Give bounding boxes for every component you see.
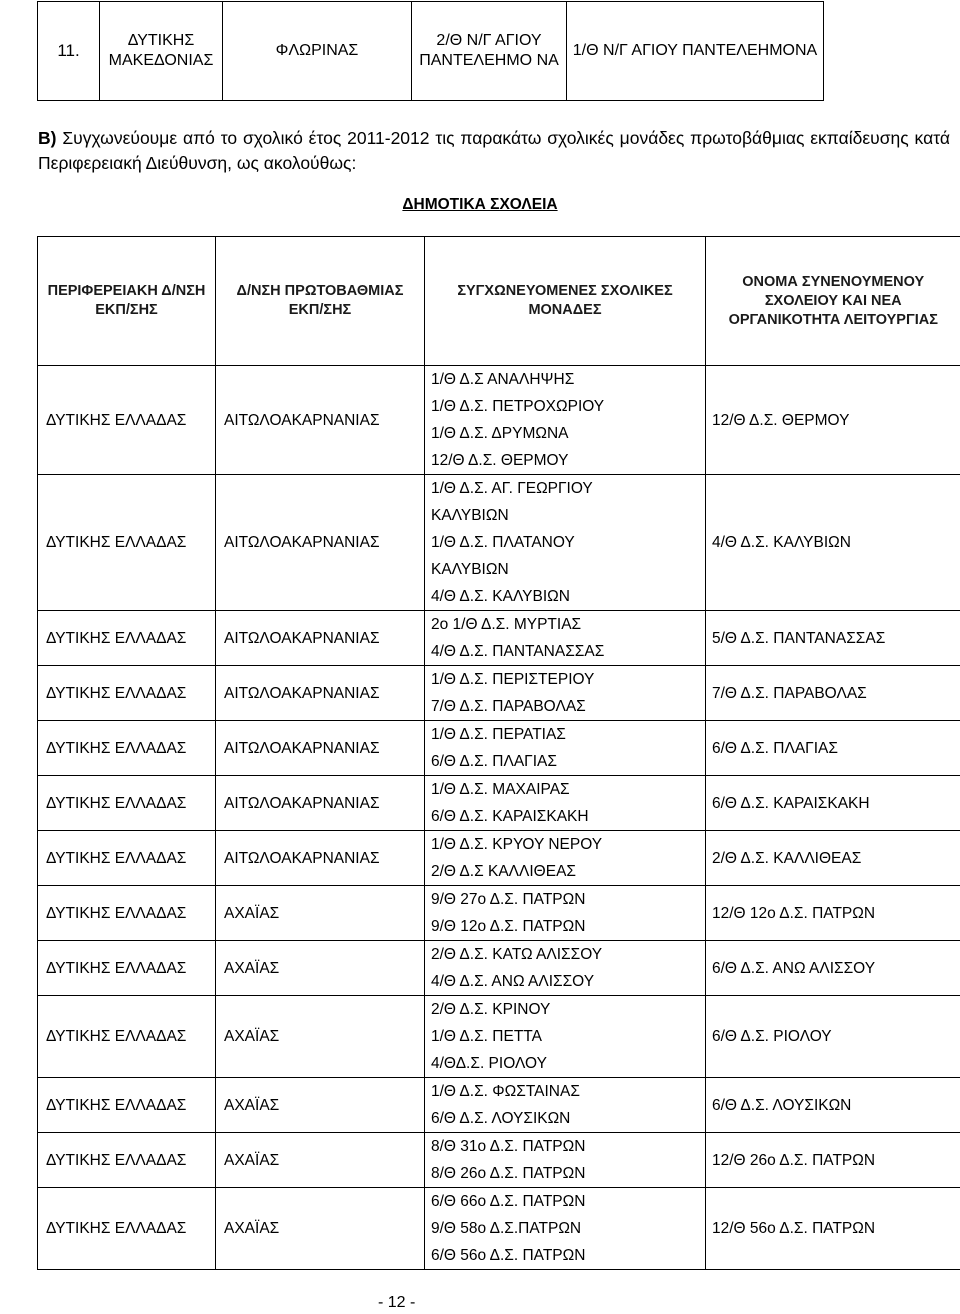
school-name: 6/Θ Δ.Σ. ΠΛΑΓΙΑΣ	[431, 753, 557, 770]
intro-paragraph	[38, 126, 950, 176]
intro-text: Συγχωνεύουμε από το σχολικό έτος 2011-2012 τις παρακάτω σχολικές μονάδες πρωτοβάθμιας εκπαίδευσης κατά Περιφερειακή Διεύθυνση, ως ακολούθως:	[38, 128, 950, 173]
school-name: 2/Θ Δ.Σ ΚΑΛΛΙΘΕΑΣ	[431, 863, 576, 880]
school-name: 1/Θ Δ.Σ. ΠΕΤΤΑ	[431, 1028, 542, 1045]
new-school-cell: 12/Θ 26ο Δ.Σ. ΠΑΤΡΩΝ	[706, 1133, 960, 1188]
new-school-cell: 6/Θ Δ.Σ. ΛΟΥΣΙΚΩΝ	[706, 1078, 960, 1133]
table-row	[38, 1078, 960, 1133]
new-school-cell: 12/Θ 12ο Δ.Σ. ΠΑΤΡΩΝ	[706, 886, 960, 941]
header-region: ΠΕΡΙΦΕΡΕΙΑΚΗ Δ/ΝΣΗ ΕΚΠ/ΣΗΣ	[38, 237, 216, 366]
table-row	[38, 831, 960, 886]
region-cell: ΔΥΤΙΚΗΣ ΕΛΛΑΔΑΣ	[38, 721, 216, 776]
merging-schools-cell	[425, 1078, 706, 1133]
region-cell: ΔΥΤΙΚΗΣ ΕΛΛΑΔΑΣ	[38, 996, 216, 1078]
region-cell: ΔΥΤΙΚΗΣ ΕΛΛΑΔΑΣ	[38, 666, 216, 721]
page-number: - 12 -	[378, 1294, 416, 1311]
school-name: 1/Θ Δ.Σ. ΠΕΡΑΤΙΑΣ	[431, 726, 566, 743]
merging-schools-cell	[425, 475, 706, 611]
department-cell: ΑΙΤΩΛΟΑΚΑΡΝΑΝΙΑΣ	[216, 611, 425, 666]
region-cell: ΔΥΤΙΚΗΣ ΕΛΛΑΔΑΣ	[38, 831, 216, 886]
school-name: 2ο 1/Θ Δ.Σ. ΜΥΡΤΙΑΣ	[431, 616, 582, 633]
school-name: 4/Θ Δ.Σ. ΠΑΝΤΑΝΑΣΣΑΣ	[431, 643, 605, 660]
school-name: 6/Θ 66ο Δ.Σ. ΠΑΤΡΩΝ	[431, 1193, 586, 1210]
school-name: 6/Θ Δ.Σ. ΛΟΥΣΙΚΩΝ	[431, 1110, 571, 1127]
school-name: 1/Θ Δ.Σ. ΑΓ. ΓΕΩΡΓΙΟΥ	[431, 480, 593, 497]
school-name: 1/Θ Δ.Σ. ΜΑΧΑΙΡΑΣ	[431, 781, 570, 798]
region-cell: ΔΥΤΙΚΗΣ ΜΑΚΕΔΟΝΙΑΣ	[100, 2, 223, 101]
department-cell: ΑΙΤΩΛΟΑΚΑΡΝΑΝΙΑΣ	[216, 475, 425, 611]
merging-schools-cell	[425, 1133, 706, 1188]
region-cell: ΔΥΤΙΚΗΣ ΕΛΛΑΔΑΣ	[38, 1133, 216, 1188]
school-name: 12/Θ Δ.Σ. ΘΕΡΜΟΥ	[431, 452, 569, 469]
department-cell: ΑΙΤΩΛΟΑΚΑΡΝΑΝΙΑΣ	[216, 666, 425, 721]
merging-schools-cell: 2/Θ Ν/Γ ΑΓΙΟΥ ΠΑΝΤΕΛΕΗΜΟ ΝΑ	[412, 2, 567, 101]
school-name: 6/Θ 56ο Δ.Σ. ΠΑΤΡΩΝ	[431, 1247, 586, 1264]
school-name: 1/Θ Δ.Σ. ΦΩΣΤΑΙΝΑΣ	[431, 1083, 580, 1100]
school-name: 1/Θ Δ.Σ. ΚΡΥΟΥ ΝΕΡΟΥ	[431, 836, 603, 853]
school-name: 2/Θ Δ.Σ. ΚΑΤΩ ΑΛΙΣΣΟΥ	[431, 946, 603, 963]
school-name: 9/Θ 12ο Δ.Σ. ΠΑΤΡΩΝ	[431, 918, 586, 935]
merging-schools-cell	[425, 776, 706, 831]
region-cell: ΔΥΤΙΚΗΣ ΕΛΛΑΔΑΣ	[38, 776, 216, 831]
school-name: 6/Θ Δ.Σ. ΚΑΡΑΙΣΚΑΚΗ	[431, 808, 589, 825]
region-cell: ΔΥΤΙΚΗΣ ΕΛΛΑΔΑΣ	[38, 475, 216, 611]
new-school-cell: 5/Θ Δ.Σ. ΠΑΝΤΑΝΑΣΣΑΣ	[706, 611, 960, 666]
header-merging-schools: ΣΥΓΧΩΝΕΥΟΜΕΝΕΣ ΣΧΟΛΙΚΕΣ ΜΟΝΑΔΕΣ	[425, 237, 706, 366]
table-row	[38, 996, 960, 1078]
table-body	[38, 366, 960, 1270]
merging-schools-cell	[425, 1188, 706, 1270]
table-header-row	[38, 237, 960, 366]
header-new-school: ΟΝΟΜΑ ΣΥΝΕΝΟΥΜΕΝΟΥ ΣΧΟΛΕΙΟΥ ΚΑΙ ΝΕΑ ΟΡΓΑΝΙΚΟΤΗΤΑ ΛΕΙΤΟΥΡΓΙΑΣ	[706, 237, 960, 366]
region-cell: ΔΥΤΙΚΗΣ ΕΛΛΑΔΑΣ	[38, 366, 216, 475]
department-cell: ΑΙΤΩΛΟΑΚΑΡΝΑΝΙΑΣ	[216, 366, 425, 475]
row-number: 11.	[38, 2, 100, 101]
department-cell: ΑΧΑΪΑΣ	[216, 1188, 425, 1270]
new-school-cell: 2/Θ Δ.Σ. ΚΑΛΛΙΘΕΑΣ	[706, 831, 960, 886]
table-row	[38, 776, 960, 831]
school-name: 4/Θ Δ.Σ. ΑΝΩ ΑΛΙΣΣΟΥ	[431, 973, 595, 990]
previous-table-row	[37, 1, 824, 101]
school-name: 1/Θ Δ.Σ. ΠΕΡΙΣΤΕΡΙΟΥ	[431, 671, 595, 688]
school-name: 8/Θ 31ο Δ.Σ. ΠΑΤΡΩΝ	[431, 1138, 586, 1155]
school-name: 1/Θ Δ.Σ. ΠΕΤΡΟΧΩΡΙΟΥ	[431, 398, 605, 415]
table-row	[38, 611, 960, 666]
table-row	[38, 886, 960, 941]
department-cell: ΑΧΑΪΑΣ	[216, 886, 425, 941]
header-department: Δ/ΝΣΗ ΠΡΩΤΟΒΑΘΜΙΑΣ ΕΚΠ/ΣΗΣ	[216, 237, 425, 366]
region-cell: ΔΥΤΙΚΗΣ ΕΛΛΑΔΑΣ	[38, 611, 216, 666]
school-name: 1/Θ Δ.Σ. ΠΛΑΤΑΝΟΥ	[431, 534, 575, 551]
section-title: ΔΗΜΟΤΙΚΑ ΣΧΟΛΕΙΑ	[402, 196, 558, 213]
school-name: ΚΑΛΥΒΙΩΝ	[431, 561, 509, 578]
department-cell: ΑΧΑΪΑΣ	[216, 941, 425, 996]
table-row	[38, 1188, 960, 1270]
merging-schools-cell	[425, 666, 706, 721]
new-school-cell: 6/Θ Δ.Σ. ΠΛΑΓΙΑΣ	[706, 721, 960, 776]
school-name: 8/Θ 26ο Δ.Σ. ΠΑΤΡΩΝ	[431, 1165, 586, 1182]
new-school-cell: 7/Θ Δ.Σ. ΠΑΡΑΒΟΛΑΣ	[706, 666, 960, 721]
region-cell: ΔΥΤΙΚΗΣ ΕΛΛΑΔΑΣ	[38, 1078, 216, 1133]
new-school-cell: 6/Θ Δ.Σ. ΚΑΡΑΙΣΚΑΚΗ	[706, 776, 960, 831]
new-school-cell: 12/Θ Δ.Σ. ΘΕΡΜΟΥ	[706, 366, 960, 475]
table-row	[38, 475, 960, 611]
new-school-cell: 4/Θ Δ.Σ. ΚΑΛΥΒΙΩΝ	[706, 475, 960, 611]
department-cell: ΦΛΩΡΙΝΑΣ	[223, 2, 412, 101]
school-name: 4/ΘΔ.Σ. ΡΙΟΛΟΥ	[431, 1055, 547, 1072]
merging-schools-cell	[425, 996, 706, 1078]
school-name: 1/Θ Δ.Σ ΑΝΑΛΗΨΗΣ	[431, 371, 575, 388]
table-row	[38, 721, 960, 776]
region-cell: ΔΥΤΙΚΗΣ ΕΛΛΑΔΑΣ	[38, 1188, 216, 1270]
merging-schools-cell	[425, 366, 706, 475]
new-school-cell: 12/Θ 56ο Δ.Σ. ΠΑΤΡΩΝ	[706, 1188, 960, 1270]
new-school-cell: 6/Θ Δ.Σ. ΑΝΩ ΑΛΙΣΣΟΥ	[706, 941, 960, 996]
school-name: 1/Θ Δ.Σ. ΔΡΥΜΩΝΑ	[431, 425, 569, 442]
table-row	[38, 1133, 960, 1188]
school-name: ΚΑΛΥΒΙΩΝ	[431, 507, 509, 524]
schools-table	[37, 236, 960, 1270]
merging-schools-cell	[425, 611, 706, 666]
table-row	[38, 941, 960, 996]
school-name: 4/Θ Δ.Σ. ΚΑΛΥΒΙΩΝ	[431, 588, 570, 605]
table-row	[38, 666, 960, 721]
department-cell: ΑΙΤΩΛΟΑΚΑΡΝΑΝΙΑΣ	[216, 721, 425, 776]
region-cell: ΔΥΤΙΚΗΣ ΕΛΛΑΔΑΣ	[38, 886, 216, 941]
school-name: 9/Θ 58ο Δ.Σ.ΠΑΤΡΩΝ	[431, 1220, 582, 1237]
result-school-cell: 1/Θ Ν/Γ ΑΓΙΟΥ ΠΑΝΤΕΛΕΗΜΟΝΑ	[567, 2, 824, 101]
merging-schools-cell	[425, 721, 706, 776]
department-cell: ΑΧΑΪΑΣ	[216, 1133, 425, 1188]
department-cell: ΑΧΑΪΑΣ	[216, 1078, 425, 1133]
department-cell: ΑΧΑΪΑΣ	[216, 996, 425, 1078]
merging-schools-cell	[425, 941, 706, 996]
merging-schools-cell	[425, 831, 706, 886]
merging-schools-cell	[425, 886, 706, 941]
school-name: 9/Θ 27ο Δ.Σ. ΠΑΤΡΩΝ	[431, 891, 586, 908]
table-row	[38, 366, 960, 475]
intro-label: Β)	[38, 128, 57, 148]
department-cell: ΑΙΤΩΛΟΑΚΑΡΝΑΝΙΑΣ	[216, 831, 425, 886]
school-name: 2/Θ Δ.Σ. ΚΡΙΝΟΥ	[431, 1001, 551, 1018]
region-cell: ΔΥΤΙΚΗΣ ΕΛΛΑΔΑΣ	[38, 941, 216, 996]
department-cell: ΑΙΤΩΛΟΑΚΑΡΝΑΝΙΑΣ	[216, 776, 425, 831]
school-name: 7/Θ Δ.Σ. ΠΑΡΑΒΟΛΑΣ	[431, 698, 586, 715]
new-school-cell: 6/Θ Δ.Σ. ΡΙΟΛΟΥ	[706, 996, 960, 1078]
